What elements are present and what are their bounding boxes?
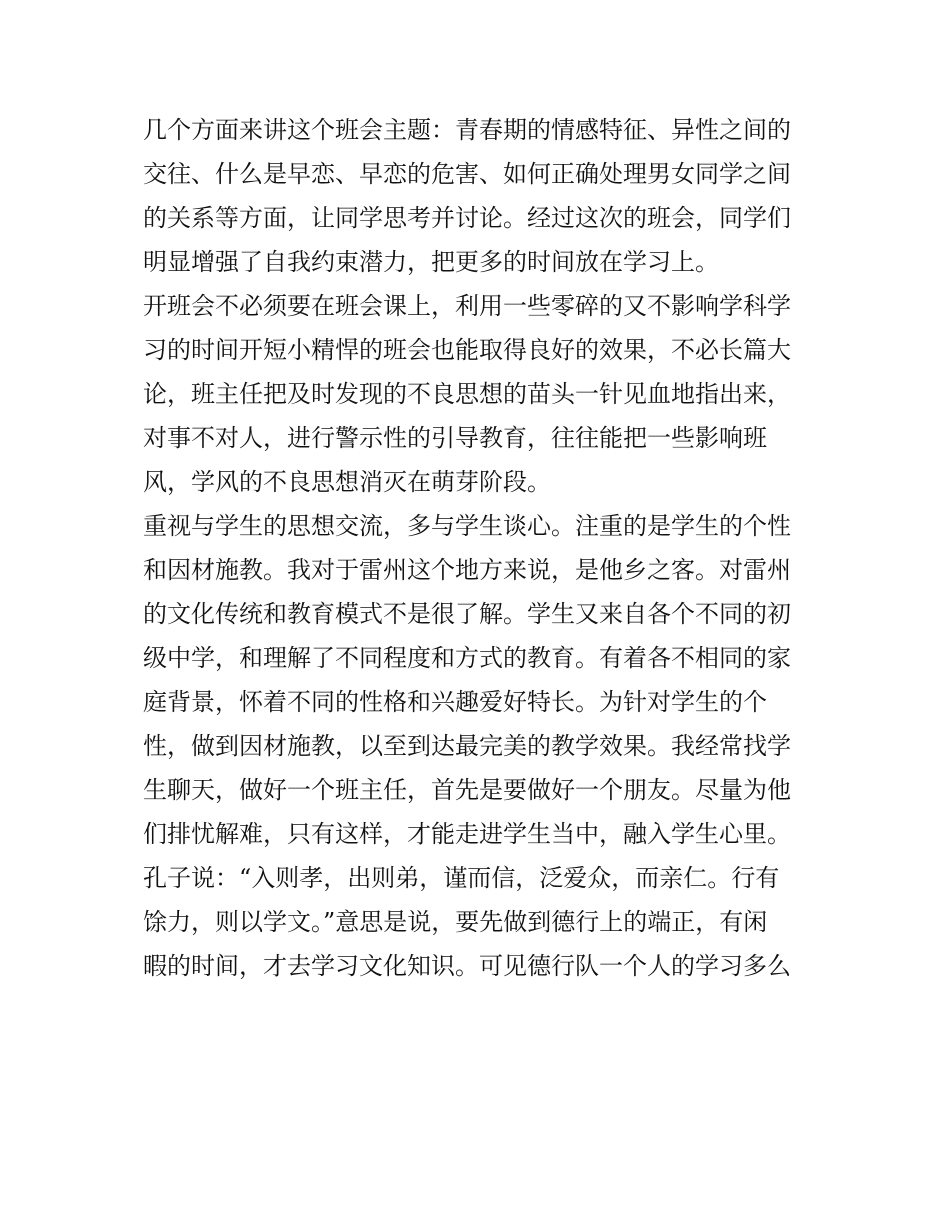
text-line: 庭背景，怀着不同的性格和兴趣爱好特长。为针对学生的个 — [143, 688, 767, 716]
text-line: 交往、什么是早恋、早恋的危害、如何正确处理男女同学之间 — [143, 160, 791, 188]
text-line: 和因材施教。我对于雷州这个地方来说，是他乡之客。对雷州 — [143, 556, 791, 584]
text-line: 级中学，和理解了不同程度和方式的教育。有着各不相同的家 — [143, 644, 791, 672]
text-line: 的关系等方面，让同学思考并讨论。经过这次的班会，同学们 — [143, 204, 791, 232]
text-line: 明显增强了自我约束潜力，把更多的时间放在学习上。 — [143, 248, 719, 276]
text-line: 孔子说：“入则孝，出则弟，谨而信，泛爱众，而亲仁。行有 — [143, 864, 780, 892]
text-line: 开班会不必须要在班会课上，利用一些零碎的又不影响学科学 — [143, 292, 791, 320]
text-line: 暇的时间，才去学习文化知识。可见德行队一个人的学习多么 — [143, 952, 791, 980]
text-line: 性，做到因材施教，以至到达最完美的教学效果。我经常找学 — [143, 732, 791, 760]
text-line: 习的时间开短小精悍的班会也能取得良好的效果，不必长篇大 — [143, 336, 791, 364]
text-line: 生聊天，做好一个班主任，首先是要做好一个朋友。尽量为他 — [143, 776, 791, 804]
text-line: 对事不对人，进行警示性的引导教育，往往能把一些影响班 — [143, 424, 767, 452]
text-line: 几个方面来讲这个班会主题：青春期的情感特征、异性之间的 — [143, 116, 791, 144]
text-line: 重视与学生的思想交流，多与学生谈心。注重的是学生的个性 — [143, 512, 791, 540]
text-line: 风，学风的不良思想消灭在萌芽阶段。 — [143, 468, 551, 496]
text-line: 馀力，则以学文。”意思是说，要先做到德行上的端正，有闲 — [143, 908, 768, 936]
text-line: 论，班主任把及时发现的不良思想的苗头一针见血地指出来， — [143, 380, 791, 408]
text-line: 的文化传统和教育模式不是很了解。学生又来自各个不同的初 — [143, 600, 791, 628]
text-line: 们排忧解难，只有这样，才能走进学生当中，融入学生心里。 — [143, 820, 791, 848]
body-text — [143, 108, 823, 988]
